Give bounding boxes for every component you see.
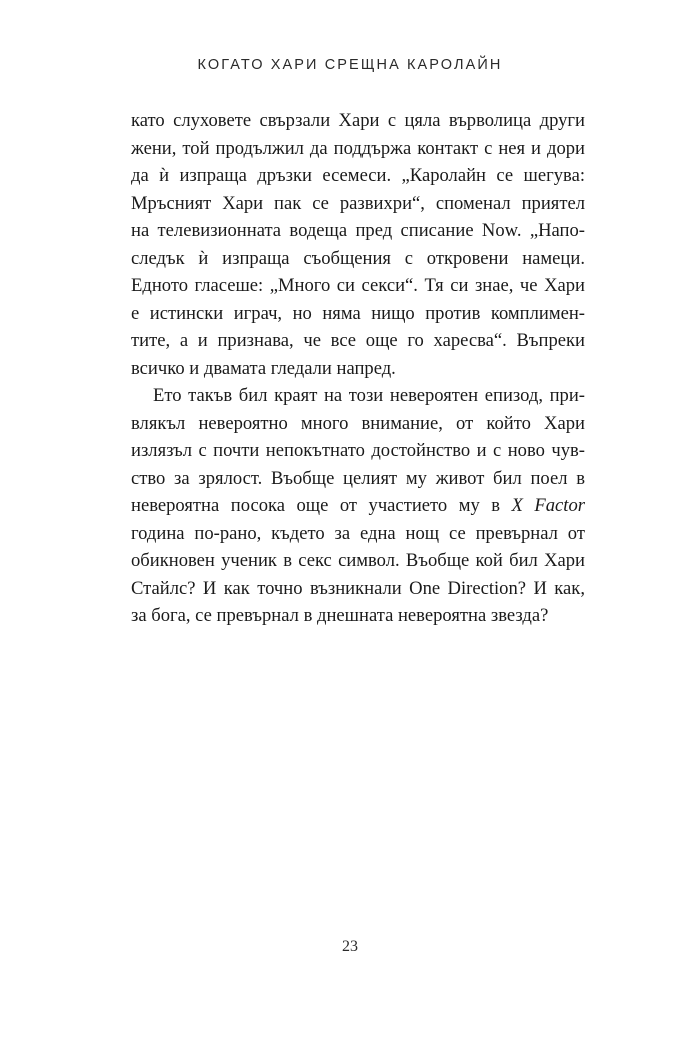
text-line: Ето такъв бил краят на този невероятен епизод, при- bbox=[153, 385, 585, 406]
text-line: да ѝ изпраща дръзки есемеси. „Каролайн се шегува: bbox=[131, 165, 585, 186]
text-segment: невероятна посока още от участието му в bbox=[131, 495, 512, 516]
text-line: тите, а и признава, че все още го харесва“. Въпреки bbox=[131, 330, 585, 351]
show-title: X Factor bbox=[511, 495, 585, 516]
text-line: Едното гласеше: „Много си секси“. Тя си знае, че Хари bbox=[131, 275, 585, 296]
text-line: обикновен ученик в секс символ. Въобще кой бил Хари bbox=[131, 550, 585, 571]
text-line: жени, той продължил да поддържа контакт с нея и дори bbox=[131, 137, 585, 159]
text-line: като слуховете свързали Хари с цяла върволица други bbox=[131, 110, 585, 131]
text-line: излязъл с почти непокътнато достойнство и с ново чув- bbox=[131, 440, 585, 461]
text-line: влякъл невероятно много внимание, от който Хари bbox=[131, 412, 585, 434]
text-line: Мръсният Хари пак се развихри“, споменал приятел bbox=[131, 192, 585, 214]
text-line: следък ѝ изпраща съобщения с откровени намеци. bbox=[131, 247, 585, 269]
body-text bbox=[131, 107, 585, 630]
text-line-with-italic bbox=[131, 492, 585, 520]
text-line: на телевизионната водеща пред списание Now. „Напо- bbox=[131, 220, 585, 241]
text-line: е истински играч, но няма нищо против комплимен- bbox=[131, 302, 585, 324]
text-line: ство за зрялост. Въобще целият му живот бил поел в bbox=[131, 467, 585, 489]
text-line: Стайлс? И как точно възникнали One Direction? И как, bbox=[131, 577, 585, 599]
text-line: всичко и двамата гледали напред. bbox=[131, 357, 396, 379]
page-number: 23 bbox=[342, 938, 358, 955]
text-line: за бога, се превърнал в днешната невероятна звезда? bbox=[131, 605, 549, 626]
text-line: година по-рано, където за една нощ се превърнал от bbox=[131, 522, 585, 544]
running-head: КОГАТО ХАРИ СРЕЩНА КАРОЛАЙН bbox=[197, 57, 503, 73]
